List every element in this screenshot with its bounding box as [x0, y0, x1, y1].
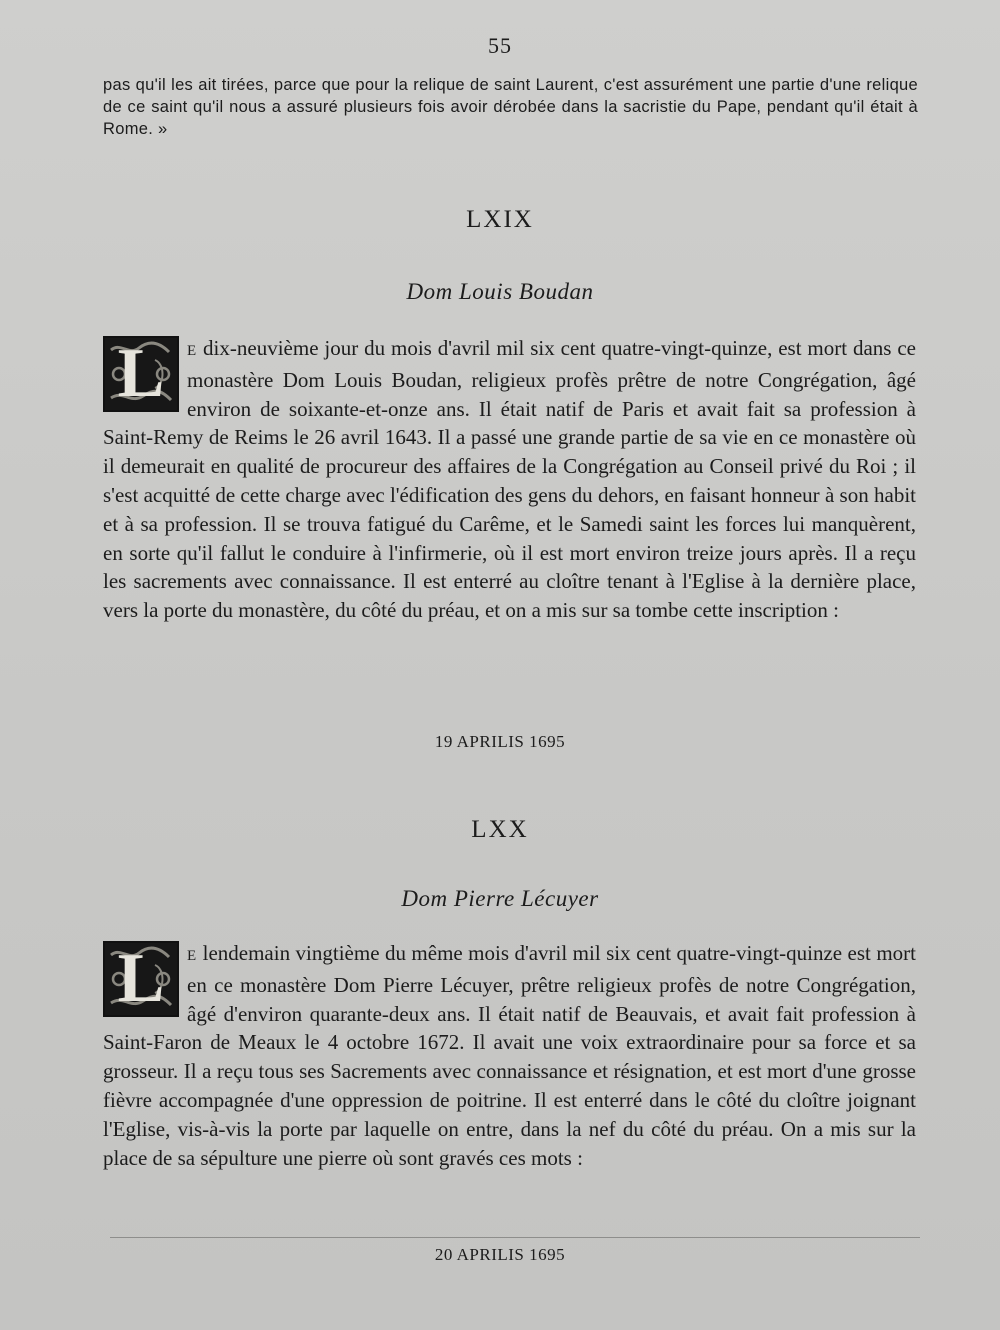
section-title: Dom Pierre Lécuyer: [401, 886, 599, 911]
section-title: Dom Louis Boudan: [406, 279, 594, 304]
ornamental-dropcap: L: [103, 336, 179, 412]
entry-text: lendemain vingtième du même mois d'avril mil six cent quatre-vingt-quinze est mort en ce monastère Dom Pierre Lécuyer, prêtre religieux profès de notre Congrégation, âgé d'environ quarante-deux ans. Il était natif de Beauvais, et avait fait profession à Saint-Faron de Meaux le 4 octobre 1672. Il avait une voix extraordinaire pour sa force et sa grosseur. Il a reçu tous ses Sacrements avec connaissance et résignation, et est mort d'une grosse fièvre accompagnée d'une oppression de poitrine. Il est enterré dans le côté du cloître joignant l'Eglise, vis-à-vis la porte par laquelle on entre, dans la nef du côté du préau. On a mis sur la place de sa sépulture une pierre où sont gravés ces mots :: [103, 941, 916, 1170]
page-number: 55: [488, 33, 512, 58]
entry-paragraph: [103, 334, 916, 625]
epitaph-inscription: 19 APRILIS 1695: [434, 732, 566, 751]
epitaph-inscription: 20 APRILIS 1695: [434, 1245, 566, 1264]
footer-divider: [110, 1237, 920, 1238]
section-number: LXX: [471, 816, 529, 843]
intro-paragraph: pas qu'il les ait tirées, parce que pour la relique de saint Laurent, c'est assurément une partie d'une relique de ce saint qu'il nous a assuré plusieurs fois avoir dérobée dans la sacristie du Pape, pendant qu'il était à Rome. »: [103, 76, 918, 138]
first-word-smallcaps: E: [187, 343, 198, 359]
section-number: LXIX: [466, 206, 534, 233]
ornamental-dropcap: L: [103, 941, 179, 1017]
first-word-smallcaps: E: [187, 948, 198, 964]
entry-paragraph: [103, 939, 916, 1172]
entry-text: dix-neuvième jour du mois d'avril mil six cent quatre-vingt-quinze, est mort dans ce monastère Dom Louis Boudan, religieux profès prêtre de notre Congrégation, âgé environ de soixante-et-onze ans. Il était natif de Paris et avait fait sa profession à Saint-Remy de Reims le 26 avril 1643. Il a passé une grande partie de sa vie en ce monastère où il demeurait en qualité de procureur des affaires de la Congrégation au Conseil privé du Roi ; il s'est acquitté de cette charge avec l'édification des gens du dehors, en faisant honneur à son habit et à sa profession. Il se trouva fatigué du Carême, et le Samedi saint les forces lui manquèrent, en sorte qu'il fallut le conduire à l'infirmerie, où il est mort environ treize jours après. Il a reçu les sacrements avec connaissance. Il est enterré au cloître tenant à l'Eglise à la dernière place, vers la porte du monastère, du côté du préau, et on a mis sur sa tombe cette inscription :: [103, 336, 916, 623]
